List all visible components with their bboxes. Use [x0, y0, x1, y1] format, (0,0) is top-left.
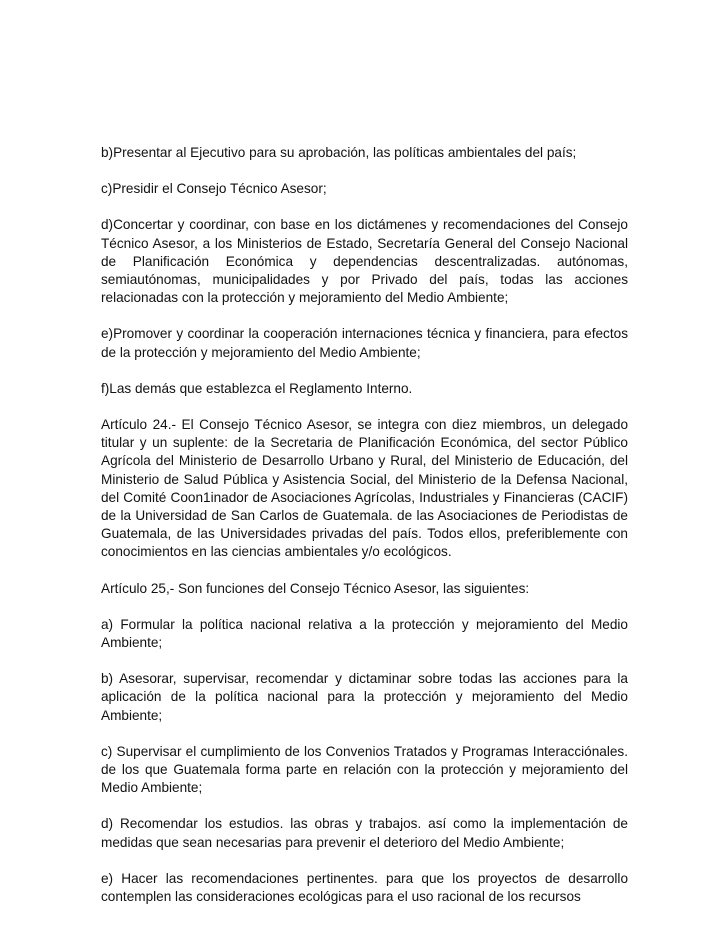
paragraph-item-b: b)Presentar al Ejecutivo para su aprobación, las políticas ambientales del país;: [101, 145, 577, 160]
article-24: Artículo 24.- El Consejo Técnico Asesor, se integra con diez miembros, un delegado titular y un suplente: de la Secretaria de Planificación Económica, del sector Público Agrícola del Ministerio de Desarrollo Urbano y Rural, del Ministerio de Educación, del Ministerio de Salud Pública y Asistencia Social, del Ministerio de la Defensa Nacional, del Comité Coon1inador de Asociaciones Agrícolas, Industriales y Financieras (CACIF) de la Universidad de San Carlos de Guatemala. de las Asociaciones de Periodistas de Guatemala, de las Universidades privadas del país. Todos ellos, preferiblemente con conocimientos en las ciencias ambientales y/o ecológicos.: [101, 417, 628, 560]
function-item-d: d) Recomendar los estudios. las obras y trabajos. así como la implementación de medidas que sean necesarias para prevenir el deterioro del Medio Ambiente;: [101, 816, 628, 850]
function-item-e: e) Hacer las recomendaciones pertinentes. para que los proyectos de desarrollo contemplen las consideraciones ecológicas para el uso racional de los recursos: [101, 870, 628, 905]
paragraph-item-e: e)Promover y coordinar la cooperación internaciones técnica y financiera, para efectos de la protección y mejoramiento del Medio Ambiente;: [101, 326, 628, 360]
function-item-c: c) Supervisar el cumplimiento de los Convenios Tratados y Programas Interacciónales. de los que Guatemala forma parte en relación con la protección y mejoramiento del Medio Ambiente;: [101, 743, 628, 796]
paragraph-item-f: f)Las demás que establezca el Reglamento Interno.: [101, 380, 413, 396]
article-25-heading: Artículo 25,- Son funciones del Consejo Técnico Asesor, las siguientes:: [101, 580, 530, 596]
function-item-a: a) Formular la política nacional relativa a la protección y mejoramiento del Medio Ambiente;: [101, 616, 628, 651]
document-page: [101, 144, 628, 924]
paragraph-item-d: d)Concertar y coordinar, con base en los dictámenes y recomendaciones del Consejo Técnico Asesor, a los Ministerios de Estado, Secretaría General del Consejo Nacional de Planificación Económica y dependencias descentralizadas. autónomas, semiautónomas, municipalidades y por Privado del país, todas las acciones relacionadas con la protección y mejoramiento del Medio Ambiente;: [101, 217, 628, 306]
paragraph-item-c: c)Presidir el Consejo Técnico Asesor;: [101, 181, 327, 197]
function-item-b: b) Asesorar, supervisar, recomendar y dictaminar sobre todas las acciones para la aplicación de la política nacional para la protección y mejoramiento del Medio Ambiente;: [101, 671, 628, 723]
